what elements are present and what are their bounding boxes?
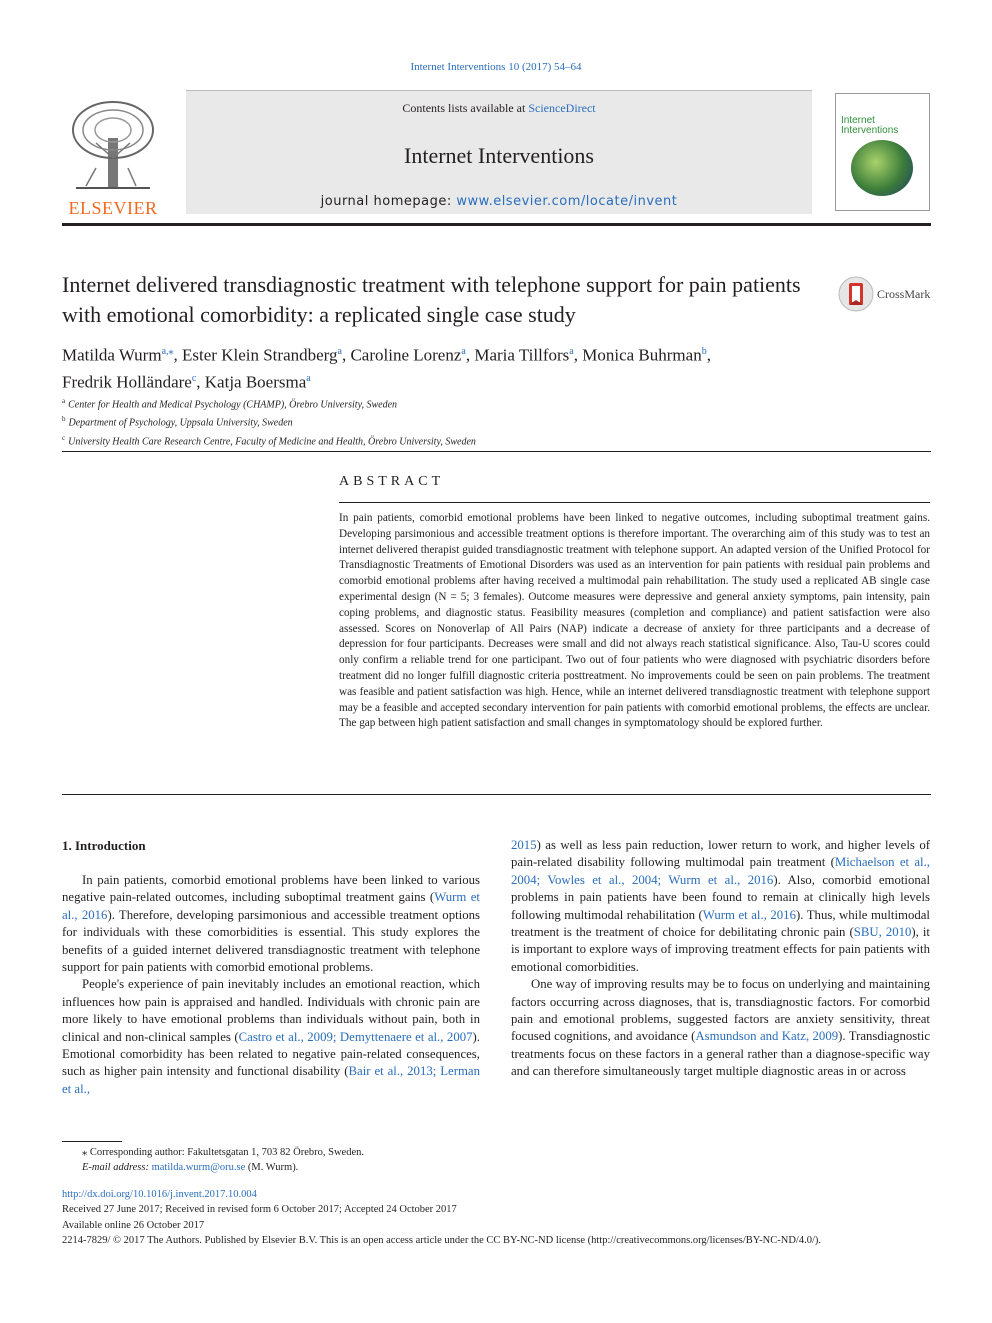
introduction-left-column <box>62 872 480 1098</box>
affiliation-key: b <box>62 415 66 424</box>
author-name[interactable]: Caroline Lorenz <box>350 345 462 365</box>
body-text: ). Transdiagnostic treatments focus on these factors in a general rather than a diagnose-specific way and can therefore simultaneously target multiple diagnostic areas in or across <box>511 1029 931 1079</box>
affiliation-text: Department of Psychology, Uppsala University, Sweden <box>68 417 293 429</box>
introduction-right-column <box>511 837 930 1081</box>
section-heading-introduction: 1. Introduction <box>62 838 146 853</box>
body-text: ), it is important to explore ways of improving treatment effects for pain patients with emotional comorbidities. <box>511 925 930 974</box>
cover-title-line1: Internet <box>841 115 875 126</box>
author-name[interactable]: Maria Tillfors <box>474 345 570 365</box>
affiliation-item <box>62 394 762 412</box>
abstract-bottom-rule <box>62 794 931 795</box>
crossmark-badge[interactable] <box>838 276 938 312</box>
body-text: People's experience of pain inevitably includes an emotional reaction, which influences how pain is appraised and handled. Individuals with chronic pain are more likely to have emotional problems than individuals without pain, both in clinical and non-clinical samples ( <box>62 977 480 1044</box>
homepage-prefix: journal homepage: <box>320 194 457 209</box>
citation-link[interactable]: Wurm et al., 2016 <box>702 907 796 922</box>
author-separator: , <box>573 345 583 365</box>
body-text: ). Thus, while multimodal treatment is the treatment of choice for debilitating chronic pain ( <box>511 907 930 940</box>
author-separator: , <box>341 345 351 365</box>
affiliation-item <box>62 412 762 430</box>
author-name[interactable]: Matilda Wurm <box>62 345 162 365</box>
received-dates: Received 27 June 2017; Received in revised form 6 October 2017; Accepted 24 October 2017 <box>62 1204 457 1216</box>
body-paragraph <box>511 837 930 976</box>
author-list <box>62 340 822 393</box>
journal-name: Internet Interventions <box>404 143 594 168</box>
author-affiliation-marker[interactable]: a <box>306 372 311 384</box>
header-rule <box>62 223 931 226</box>
journal-header <box>62 90 931 225</box>
author-name[interactable]: Monica Buhrman <box>582 345 702 365</box>
email-link[interactable]: matilda.wurm@oru.se <box>151 1162 246 1173</box>
elsevier-wordmark: ELSEVIER <box>68 198 158 218</box>
abstract-heading: ABSTRACT <box>339 474 445 489</box>
homepage-link[interactable]: www.elsevier.com/locate/invent <box>456 194 678 209</box>
author-affiliation-marker[interactable]: a <box>569 346 574 357</box>
journal-cover-thumbnail[interactable] <box>835 93 930 211</box>
author-separator: , <box>706 345 711 365</box>
author-name[interactable]: Katja Boersma <box>204 372 307 392</box>
citation-link[interactable]: Castro et al., 2009; Demyttenaere et al., 2007 <box>238 1029 473 1044</box>
affiliation-text: Center for Health and Medical Psychology (CHAMP), Örebro University, Sweden <box>68 399 398 411</box>
cover-title <box>841 116 898 136</box>
email-line <box>62 1160 762 1175</box>
email-label: E-mail address: <box>82 1162 152 1173</box>
contents-line <box>186 101 812 116</box>
affiliation-rule <box>62 451 931 452</box>
citation-link[interactable]: 2015 <box>511 838 537 852</box>
available-online: Available online 26 October 2017 <box>62 1219 205 1231</box>
email-suffix: (M. Wurm). <box>245 1162 299 1173</box>
journal-info-box <box>186 90 812 214</box>
body-text: ). Therefore, developing parsimonious and accessible treatment options for individuals with these comorbidities is essential. This study explores the benefits of a guided internet delivered transdiagnostic treatment with telephone support for pain patients with comorbid emotional problems. <box>62 907 480 975</box>
citation-link[interactable]: SBU, 2010 <box>853 925 912 940</box>
body-paragraph <box>511 976 930 1080</box>
affiliation-list <box>62 394 762 449</box>
body-paragraph <box>62 872 480 976</box>
author-separator: , <box>465 345 475 365</box>
affiliation-item <box>62 431 762 449</box>
elsevier-logo[interactable] <box>62 98 164 216</box>
corresponding-author-footnote <box>62 1145 762 1175</box>
citation-link[interactable]: Bair et al., 2013; Lerman et al., <box>62 1064 481 1096</box>
affiliation-key: c <box>62 433 66 442</box>
citation-link[interactable]: Wurm et al., 2016 <box>62 890 480 922</box>
body-text: In pain patients, comorbid emotional problems have been linked to various negative pain-related outcomes, including suboptimal treatment gains ( <box>62 873 480 905</box>
author-affiliation-marker[interactable]: a <box>337 346 342 357</box>
abstract-heading-rule <box>339 502 930 503</box>
author-name[interactable]: Fredrik Holländare <box>62 372 192 392</box>
affiliation-key: a <box>62 397 66 405</box>
crossmark-icon <box>838 276 874 312</box>
body-text: ). Also, comorbid emotional problems in pain patients have been found to remain at clinically high levels following multimodal rehabilitation ( <box>511 872 930 922</box>
abstract-text: In pain patients, comorbid emotional problems have been linked to negative outcomes, including suboptimal treatment gains. Developing parsimonious and accessible treatment options is therefore important. The overarching aim of this study was to test an internet delivered therapist guided transdiagnostic treatment with telephone support. An adapted version of the Unified Protocol for Transdiagnostic Treatments of Emotional Disorders was used as an intervention for pain patients with residual pain problems and comorbid emotional problems after having received a multimodal pain rehabilitation. The study used a replicated AB single case experimental design (N = 5; 3 females). Outcome measures were depressive and general anxiety symptoms, pain intensity, pain coping problems, and diagnostic status. Feasibility measures (completion and compliance) and patient satisfaction were also assessed. Scores on Nonoverlap of All Pairs (NAP) indicate a decrease of anxiety for three participants and a decrease of depression for four participants. Decreases were small and did not always reach statistical significance. Also, Tau-U scores could only confirm a reliable trend for one participant. Two out of four patients who were diagnosed with psychiatric disorders before treatment did no longer fulfill diagnostic criteria posttreatment. No improvements could be seen on pain problems. The treatment was feasible and patient satisfaction was high. Hence, while an internet delivered transdiagnostic treatment with telephone support may be a feasible and accepted secondary intervention for pain patients with comorbid emotional problems, the effects are unclear. The gap between high patient satisfaction and small changes in symptomatology should be explored further. <box>339 512 930 730</box>
corresponding-author-text: ⁎ Corresponding author: Fakultetsgatan 1, 703 82 Örebro, Sweden. <box>82 1147 364 1158</box>
article-metadata <box>62 1187 942 1248</box>
citation-link[interactable]: Michaelson et al., 2004; Vowles et al., 2004; Wurm et al., 2016 <box>511 855 930 887</box>
citation-link[interactable]: Asmundson and Katz, 2009 <box>695 1029 839 1044</box>
author-affiliation-marker[interactable]: c <box>191 372 197 384</box>
doi-link[interactable]: http://dx.doi.org/10.1016/j.invent.2017.10.004 <box>62 1189 257 1200</box>
author-name[interactable]: Ester Klein Strandberg <box>182 345 338 365</box>
journal-citation[interactable]: Internet Interventions 10 (2017) 54–64 <box>410 61 582 73</box>
sciencedirect-link[interactable]: ScienceDirect <box>528 101 596 115</box>
article-title: Internet delivered transdiagnostic treatment with telephone support for pain patients with emotional comorbidity: a replicated single case study <box>62 272 801 327</box>
cover-globe-icon <box>851 140 913 196</box>
body-text: ). Emotional comorbidity has been related to negative pain-related consequences, such as higher pain intensity and functional disability ( <box>62 1029 480 1079</box>
elsevier-tree-icon <box>66 98 160 194</box>
homepage-line <box>186 194 812 209</box>
author-affiliation-marker[interactable]: a <box>461 346 466 357</box>
body-paragraph <box>62 976 480 1098</box>
body-text: One way of improving results may be to focus on underlying and maintaining factors occurring across diagnoses, that is, transdiagnostic factors. For comorbid pain and emotional problems, suggested factors are anxiety sensitivity, threat focused cognitions, and avoidance ( <box>511 977 930 1044</box>
author-separator: , <box>173 345 183 365</box>
cover-title-line2: Interventions <box>841 125 899 136</box>
author-separator: , <box>196 372 205 392</box>
crossmark-label: CrossMark <box>877 287 931 301</box>
contents-prefix: Contents lists available at <box>402 101 529 115</box>
footnote-rule <box>62 1141 122 1142</box>
author-affiliation-marker[interactable]: b <box>701 346 707 357</box>
body-text: ) as well as less pain reduction, lower return to work, and higher levels of pain-related disability following multimodal pain treatment ( <box>511 838 930 870</box>
license-text: 2214-7829/ © 2017 The Authors. Published by Elsevier B.V. This is an open access article under the CC BY-NC-ND license (http://creativecommons.org/licenses/BY-NC-ND/4.0/). <box>62 1234 822 1246</box>
author-affiliation-marker[interactable]: a,⁎ <box>161 346 174 357</box>
affiliation-text: University Health Care Research Centre, Faculty of Medicine and Health, Örebro University, Sweden <box>68 435 476 447</box>
